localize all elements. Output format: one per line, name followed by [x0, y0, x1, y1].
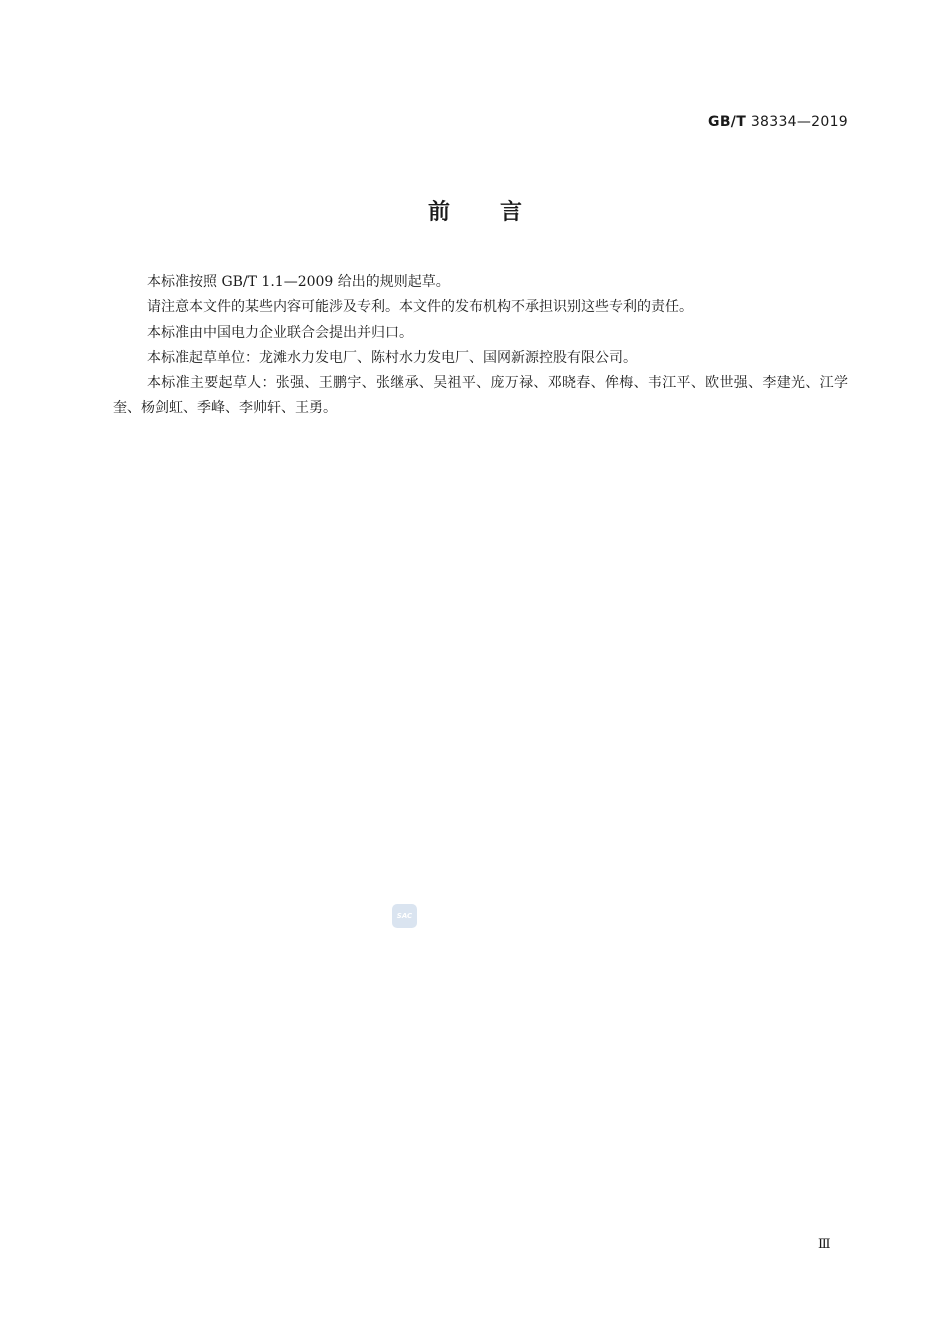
- sac-watermark-logo: SAC: [392, 904, 417, 928]
- paragraph-drafters: 本标准主要起草人：张强、王鹏宇、张继承、吴祖平、庞万禄、邓晓春、侔梅、韦江平、欧世强、李建光、江学奎、杨剑虹、季峰、李帅轩、王勇。: [113, 375, 848, 417]
- page-title: 前言: [427, 200, 572, 225]
- standard-prefix: GB/T: [708, 114, 747, 130]
- paragraph-drafting-rules: 本标准按照 GB/T 1.1—2009 给出的规则起草。: [147, 274, 450, 290]
- page-number: Ⅲ: [818, 1237, 831, 1252]
- standard-number-value: 38334—2019: [750, 114, 848, 130]
- paragraph-drafting-units: 本标准起草单位：龙滩水力发电厂、陈村水力发电厂、国网新源控股有限公司。: [147, 349, 637, 366]
- foreword-body: [113, 270, 848, 422]
- paragraph-proposer: 本标准由中国电力企业联合会提出并归口。: [147, 324, 413, 341]
- standard-number: [708, 114, 848, 130]
- paragraph-patent-notice: 请注意本文件的某些内容可能涉及专利。本文件的发布机构不承担识别这些专利的责任。: [147, 299, 693, 316]
